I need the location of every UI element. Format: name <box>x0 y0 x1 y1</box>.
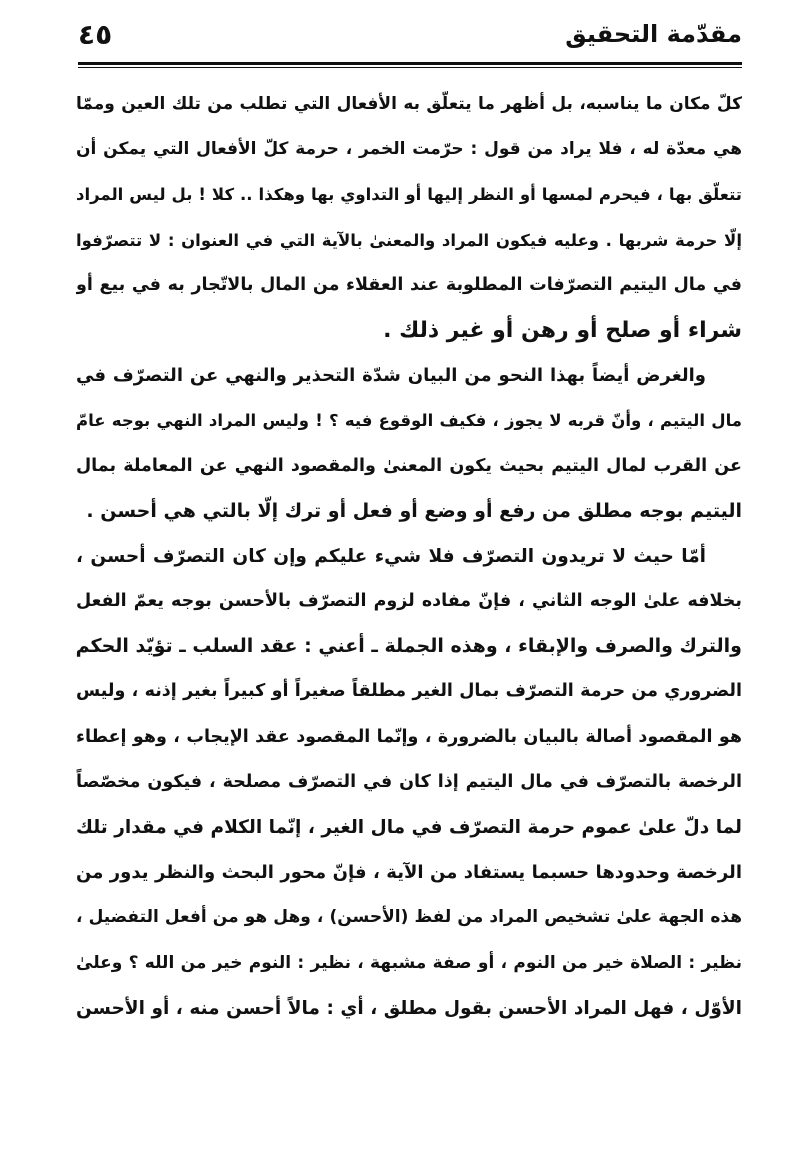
text-line: مال اليتيم ، وأنّ قربه لا يجوز ، فكيف الوقوع فيه ؟ ! وليس المراد النهي بوجه عامّ <box>76 411 742 431</box>
text-line: لما دلّ علىٰ عموم حرمة التصرّف في مال الغير ، إنّما الكلام في مقدار تلك <box>76 817 742 838</box>
body-text <box>76 82 742 1031</box>
text-line: هذه الجهة علىٰ تشخيص المراد من لفظ (الأحسن) ، وهل هو من أفعل التفضيل ، <box>76 907 742 928</box>
text-line: والترك والصرف والإبقاء ، وهذه الجملة ـ أعني : عقد السلب ـ تؤيّد الحكم <box>76 635 742 658</box>
text-line: هي معدّة له ، فلا يراد من قول : حرّمت الخمر ، حرمة كلّ الأفعال التي يمكن أن <box>76 139 742 160</box>
text-line: إلّا حرمة شربها . وعليه فيكون المراد والمعنىٰ بالآية التي في العنوان : لا تتصرّفوا <box>76 230 742 250</box>
text-line: في مال اليتيم التصرّفات المطلوبة عند العقلاء من المال بالاتّجار به في بيع أو <box>76 274 742 295</box>
text-line: الضروري من حرمة التصرّف بمال الغير مطلقاً صغيراً أو كبيراً بغير إذنه ، وليس <box>76 681 742 702</box>
text-line: الرخصة بالتصرّف في مال اليتيم إذا كان في التصرّف مصلحة ، فيكون مخصّصاً <box>76 771 742 792</box>
page-number: ٤٥ <box>78 18 113 51</box>
text-line: أمّا حيث لا تريدون التصرّف فلا شيء عليكم وإن كان التصرّف أحسن ، <box>76 545 706 567</box>
text-line: والغرض أيضاً بهذا النحو من البيان شدّة التحذير والنهي عن التصرّف في <box>76 365 706 387</box>
page-header <box>78 18 742 58</box>
text-line: عن القرب لمال اليتيم بحيث يكون المعنىٰ والمقصود النهي عن المعاملة بمال <box>76 455 742 476</box>
text-line: بخلافه علىٰ الوجه الثاني ، فإنّ مفاده لزوم التصرّف بالأحسن بوجه يعمّ الفعل <box>76 591 742 612</box>
running-title: مقدّمة التحقيق <box>565 20 742 48</box>
text-line: اليتيم بوجه مطلق من رفع أو وضع أو فعل أو ترك إلّا بالتي هي أحسن . <box>86 499 742 522</box>
text-line: هو المقصود أصالة بالبيان بالضرورة ، وإنّما المقصود عقد الإيجاب ، وهو إعطاء <box>76 726 742 747</box>
text-line: شراء أو صلح أو رهن أو غير ذلك . <box>383 317 742 343</box>
text-line: تتعلّق بها ، فيحرم لمسها أو النظر إليها أو التداوي بها وهكذا .. كلا ! بل ليس المراد <box>76 185 742 205</box>
text-line: الأوّل ، فهل المراد الأحسن بقول مطلق ، أي : مالاً أحسن منه ، أو الأحسن <box>76 997 742 1019</box>
header-rule-thick <box>78 62 742 65</box>
text-line: كلّ مكان ما يناسبه، بل أظهر ما يتعلّق به الأفعال التي تطلب من تلك العين وممّا <box>76 94 742 114</box>
text-line: الرخصة وحدودها حسبما يستفاد من الآية ، فإنّ محور البحث والنظر يدور من <box>76 862 742 884</box>
header-rule-thin <box>78 67 742 68</box>
text-line: نظير : الصلاة خير من النوم ، أو صفة مشبهة ، نظير : النوم خير من الله ؟ وعلىٰ <box>76 952 742 973</box>
